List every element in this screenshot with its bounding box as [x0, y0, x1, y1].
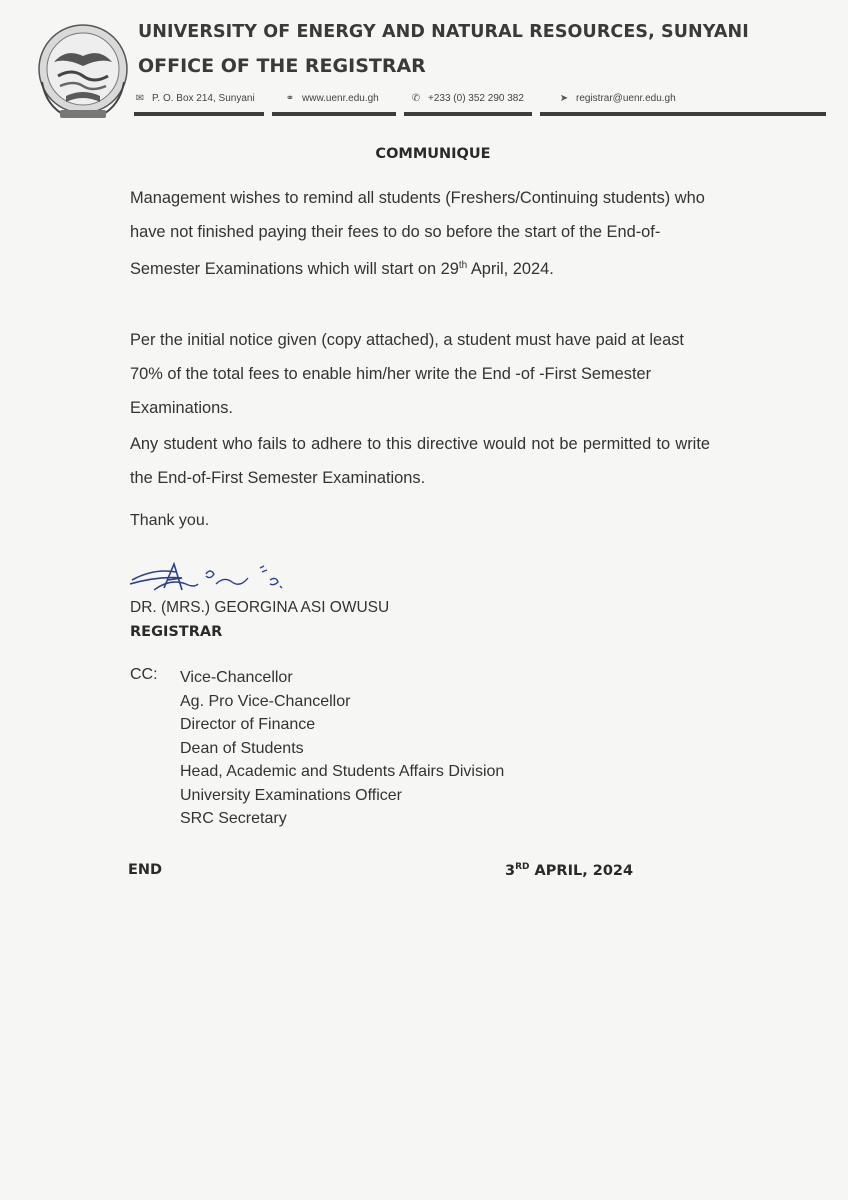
document-date	[505, 862, 633, 879]
cc-recipient-list	[180, 666, 504, 831]
mailbox-icon: ✉	[135, 93, 145, 104]
header-rule	[272, 112, 396, 116]
phone-text: +233 (0) 352 290 382	[428, 93, 524, 104]
cc-recipient: University Examinations Officer	[180, 786, 402, 804]
cc-recipient: Director of Finance	[180, 716, 316, 733]
cc-recipient: Head, Academic and Students Affairs Division	[180, 763, 505, 780]
cc-label: CC:	[130, 666, 158, 683]
signatory-name: DR. (MRS.) GEORGINA ASI OWUSU	[130, 599, 390, 616]
send-icon: ➤	[559, 93, 569, 104]
signatory-title: REGISTRAR	[130, 624, 223, 640]
cc-recipient: SRC Secretary	[180, 810, 287, 827]
header-rule	[404, 112, 532, 116]
header-rule	[134, 112, 264, 116]
end-label: END	[128, 862, 163, 878]
contact-website[interactable]	[284, 93, 379, 104]
contact-phone	[410, 93, 524, 104]
paragraph-1-text: Management wishes to remind all students (Freshers/Continuing students) who have not finished paying their fees to do so before the start of the End-of-Semester Examinations which will start on 29	[130, 189, 705, 278]
address-text: P. O. Box 214, Sunyani	[152, 93, 255, 104]
communique-heading: COMMUNIQUE	[375, 146, 491, 162]
cc-recipient: Dean of Students	[180, 739, 304, 757]
office-title: OFFICE OF THE REGISTRAR	[138, 55, 426, 77]
website-text[interactable]: www.uenr.edu.gh	[302, 93, 379, 104]
contact-email[interactable]	[558, 93, 676, 104]
institution-name: UNIVERSITY OF ENERGY AND NATURAL RESOURCES, SUNYANI	[138, 22, 749, 42]
cc-recipient: Vice-Chancellor	[180, 669, 293, 686]
closing-text: Thank you.	[130, 512, 210, 529]
paragraph-fee-reminder	[130, 181, 710, 286]
header-rule	[540, 112, 826, 116]
university-logo	[36, 22, 130, 122]
date-day: 3	[505, 863, 516, 879]
contact-address	[134, 93, 255, 104]
cc-recipient: Ag. Pro Vice-Chancellor	[180, 692, 351, 710]
paragraph-directive: Any student who fails to adhere to this directive would not be permitted to write the End-of-First Semester Examinations.	[130, 435, 710, 487]
phone-icon: ✆	[411, 93, 421, 104]
date-month-year: APRIL, 2024	[529, 863, 634, 879]
email-text[interactable]: registrar@uenr.edu.gh	[576, 93, 676, 104]
paragraph-fee-threshold: Per the initial notice given (copy attached), a student must have paid at least 70% of the total fees to enable him/her write the End -of -First Semester Examinations.	[130, 331, 684, 417]
paragraph-1-end: April, 2024.	[467, 260, 554, 278]
ordinal-suffix: th	[458, 260, 468, 271]
date-ordinal: RD	[515, 862, 530, 872]
globe-icon: ⚭	[285, 93, 295, 104]
